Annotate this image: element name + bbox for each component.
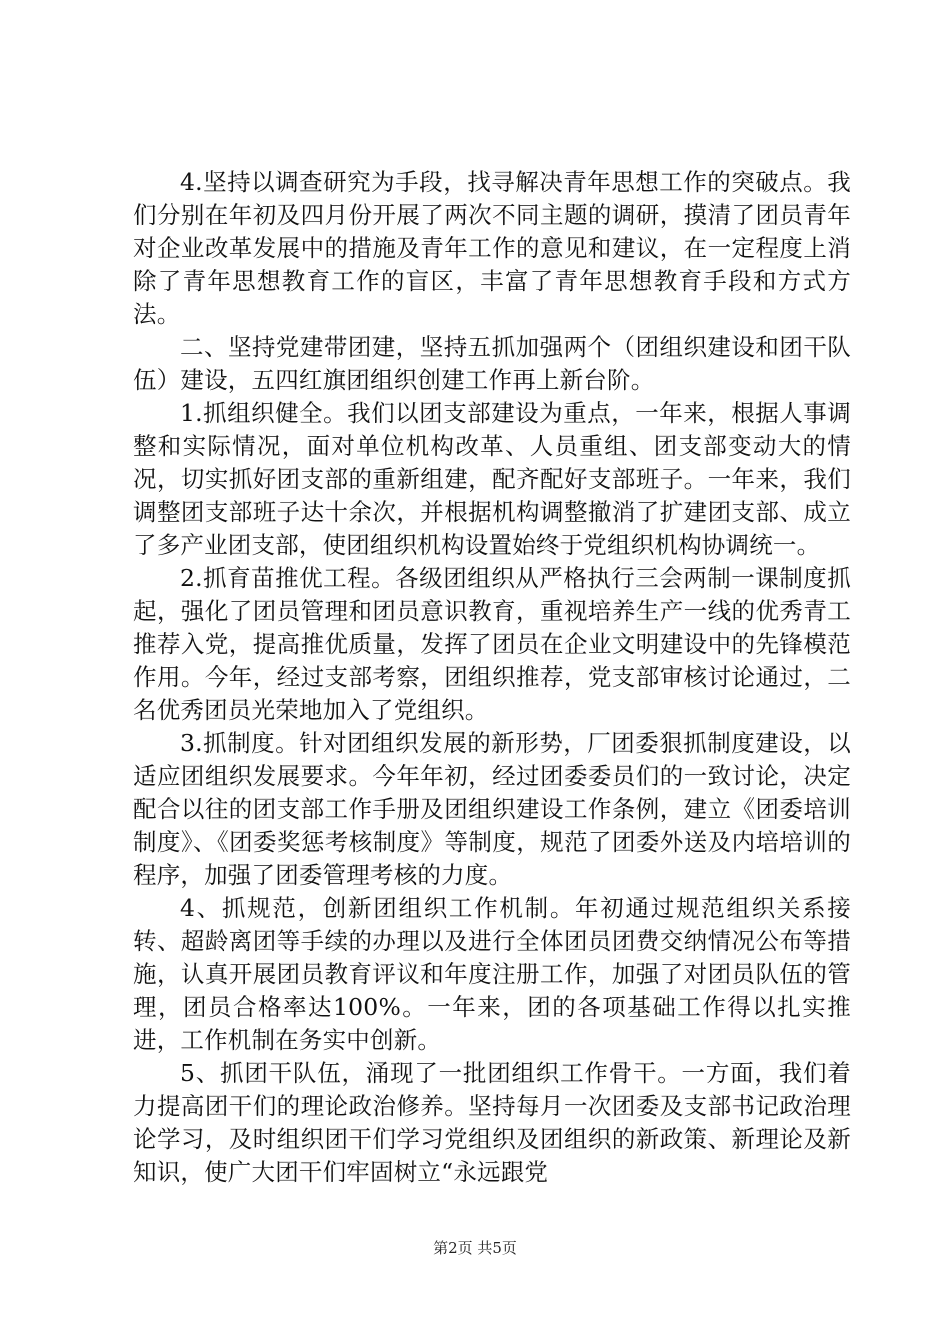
page-number-footer: 第2页 共5页	[433, 1239, 517, 1257]
paragraph-research: 4.坚持以调查研究为手段，找寻解决青年思想工作的突破点。我们分别在年初及四月份开展了两次不同主题的调研，摸清了团员青年对企业改革发展中的措施及青年工作的意见和建议，在一定程度上消除了青年思想教育工作的盲区，丰富了青年思想教育手段和方式方法。	[133, 168, 851, 328]
document-body	[133, 166, 851, 1189]
paragraph-section-two-heading: 二、坚持党建带团建，坚持五抓加强两个（团组织建设和团干队伍）建设，五四红旗团组织创建工作再上新台阶。	[133, 333, 851, 394]
paragraph-nurture-excellence: 2.抓育苗推优工程。各级团组织从严格执行三会两制一课制度抓起，强化了团员管理和团员意识教育，重视培养生产一线的优秀青工推荐入党，提高推优质量，发挥了团员在企业文明建设中的先锋模范作用。今年，经过支部考察，团组织推荐，党支部审核讨论通过，二名优秀团员光荣地加入了党组织。	[133, 564, 851, 724]
paragraph-system: 3.抓制度。针对团组织发展的新形势，厂团委狠抓制度建设，以适应团组织发展要求。今年年初，经过团委委员们的一致讨论，决定配合以往的团支部工作手册及团组织建设工作条例，建立《团委培训制度》、《团委奖惩考核制度》等制度，规范了团委外送及内培培训的程序，加强了团委管理考核的力度。	[133, 729, 851, 889]
paragraph-organization: 1.抓组织健全。我们以团支部建设为重点，一年来，根据人事调整和实际情况，面对单位机构改革、人员重组、团支部变动大的情况，切实抓好团支部的重新组建，配齐配好支部班子。一年来，我们调整团支部班子达十余次，并根据机构调整撤消了扩建团支部、成立了多产业团支部，使团组织机构设置始终于党组织机构协调统一。	[133, 399, 851, 559]
paragraph-regulation: 4、抓规范，创新团组织工作机制。年初通过规范组织关系接转、超龄离团等手续的办理以及进行全体团员团费交纳情况公布等措施，认真开展团员教育评议和年度注册工作，加强了对团员队伍的管理，团员合格率达100%。一年来，团的各项基础工作得以扎实推进，工作机制在务实中创新。	[133, 894, 851, 1054]
paragraph-cadre-team: 5、抓团干队伍，涌现了一批团组织工作骨干。一方面，我们着力提高团干们的理论政治修养。坚持每月一次团委及支部书记政治理论学习，及时组织团干们学习党组织及团组织的新政策、新理论及新知识，使广大团干们牢固树立“永远跟党	[133, 1059, 851, 1186]
